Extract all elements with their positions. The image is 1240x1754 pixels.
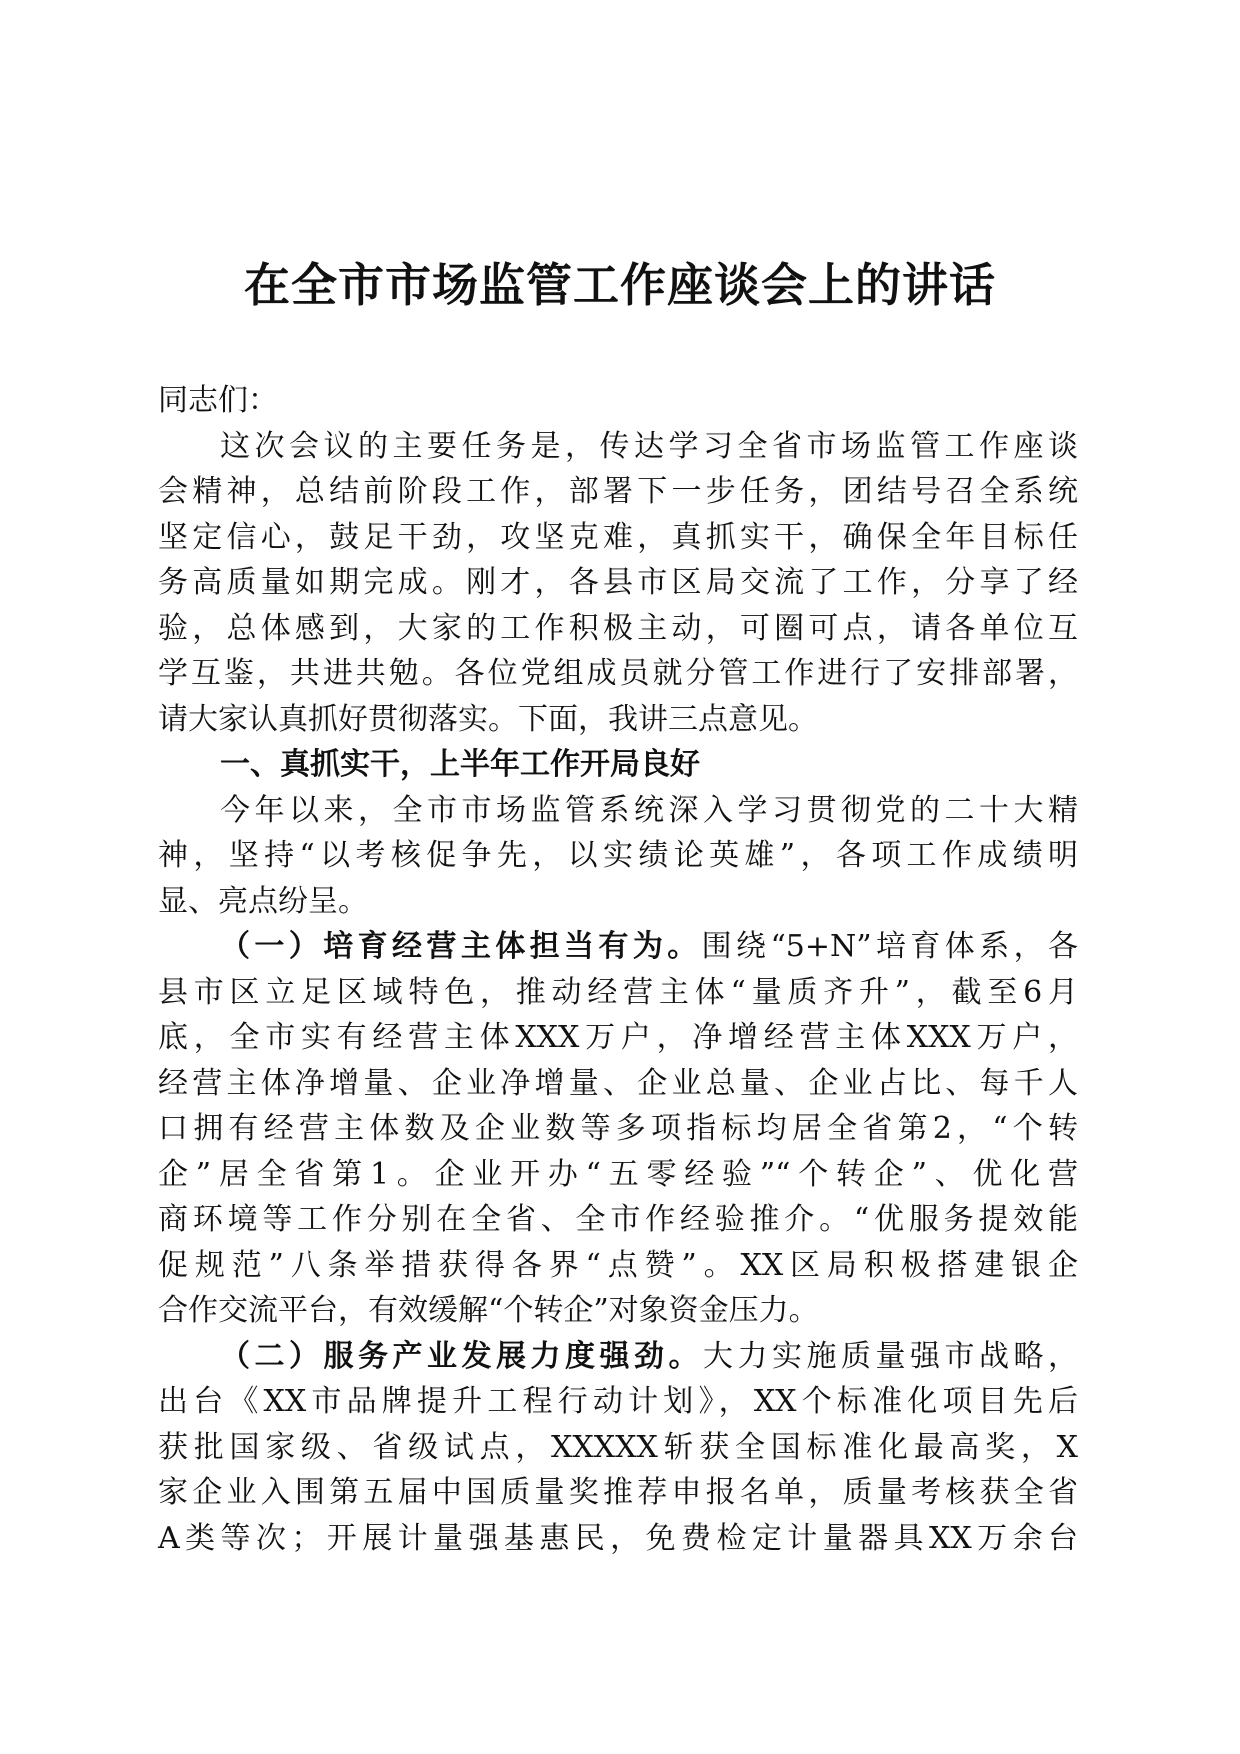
paragraph-line: 今年以来，全市市场监管系统深入学习贯彻党的二十大精 [220, 792, 1078, 828]
paragraph-line: 底，全市实有经营主体XXX万户，净增经营主体XXX万户， [158, 1020, 1078, 1055]
subsection1-paragraph [158, 924, 1078, 1334]
paragraph-line: 学互鉴，共进共勉。各位党组成员就分管工作进行了安排部署， [158, 656, 1078, 691]
paragraph-line: 经营主体净增量、企业净增量、企业总量、企业占比、每千人 [158, 1065, 1078, 1101]
paragraph-line: A类等次；开展计量强基惠民，免费检定计量器具XX万余台 [158, 1520, 1078, 1556]
intro-paragraph [158, 424, 1078, 743]
paragraph-line: 出台《XX市品牌提升工程行动计划》，XX个标准化项目先后 [158, 1384, 1078, 1419]
document-body [158, 378, 1078, 1561]
salutation: 同志们： [158, 383, 278, 418]
paragraph-line: 获批国家级、省级试点，XXXXX斩获全国标准化最高奖，X [158, 1429, 1078, 1465]
section1-paragraph [158, 788, 1078, 925]
paragraph-line: 请大家认真抓好贯彻落实。下面，我讲三点意见。 [158, 701, 818, 737]
section-heading: 一、真抓实干，上半年工作开局良好 [220, 747, 700, 782]
document-title: 在全市市场监管工作座谈会上的讲话 [244, 258, 996, 312]
paragraph-line: 商环境等工作分别在全省、全市作经验推介。“优服务提效能 [158, 1202, 1078, 1237]
paragraph-line: 会精神，总结前阶段工作，部署下一步任务，团结号召全系统 [158, 474, 1078, 509]
paragraph-line: 促规范”八条举措获得各界“点赞”。XX区局积极搭建银企 [158, 1247, 1078, 1283]
paragraph-line: 企”居全省第1。企业开办“五零经验”“个转企”、优化营 [158, 1156, 1078, 1192]
paragraph-line [158, 924, 1078, 970]
subsection-first-line-text: 围绕“5+N”培育体系，各 [701, 929, 1079, 964]
paragraph-line: 这次会议的主要任务是，传达学习全省市场监管工作座谈 [220, 428, 1078, 464]
paragraph-line: 合作交流平台，有效缓解“个转企”对象资金压力。 [158, 1293, 819, 1328]
paragraph-line: 验，总体感到，大家的工作积极主动，可圈可点，请各单位互 [158, 610, 1078, 646]
paragraph-line: 县市区立足区域特色，推动经营主体“量质齐升”，截至6月 [158, 974, 1078, 1010]
subsection-lead: （一）培育经营主体担当有为。 [220, 929, 702, 964]
paragraph-line [158, 1334, 1078, 1380]
paragraph-line: 神，坚持“以考核促争先，以实绩论英雄”，各项工作成绩明 [158, 838, 1078, 873]
paragraph-line: 家企业入围第五届中国质量奖推荐申报名单，质量考核获全省 [158, 1475, 1078, 1510]
subsection-lead: （二）服务产业发展力度强劲。 [220, 1338, 703, 1374]
subsection2-paragraph [158, 1334, 1078, 1562]
paragraph-line: 务高质量如期完成。刚才，各县市区局交流了工作，分享了经 [158, 565, 1078, 600]
paragraph-line: 坚定信心，鼓足干劲，攻坚克难，真抓实干，确保全年目标任 [158, 519, 1078, 555]
subsection-first-line-text: 大力实施质量强市战略， [703, 1338, 1078, 1374]
paragraph-line: 口拥有经营主体数及企业数等多项指标均居全省第2，“个转 [158, 1111, 1078, 1146]
paragraph-line: 显、亮点纷呈。 [158, 883, 368, 919]
